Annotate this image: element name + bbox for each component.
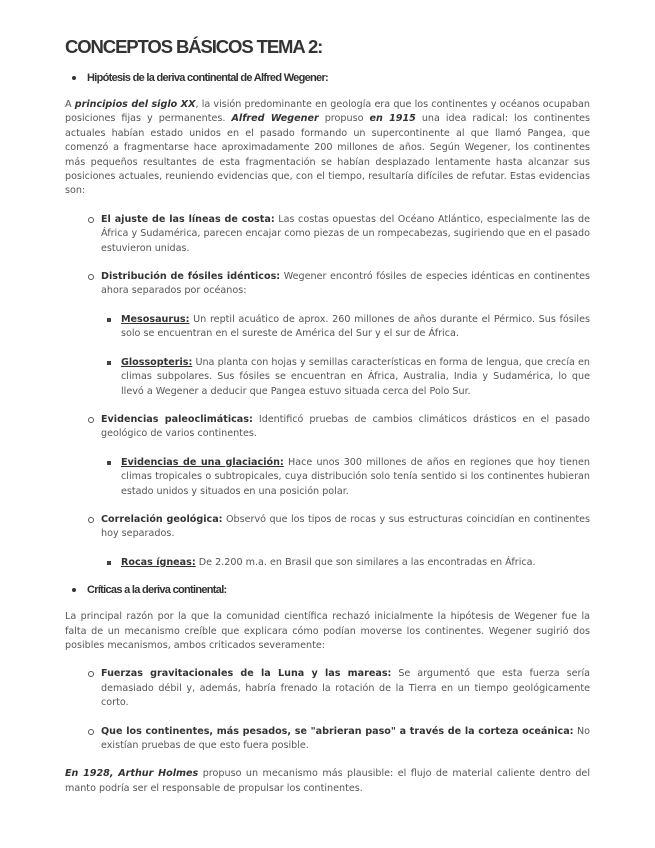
sub-item-label: Glossopteris: <box>121 356 193 368</box>
bullet-icon <box>72 588 76 592</box>
text-run: propuso un mecanismo más plausible: el flujo de material caliente dentro del manto podría ser el responsable de propulsar los continentes. <box>65 768 591 794</box>
emphasis-text: en 1915 <box>369 113 416 125</box>
intro-paragraph <box>65 98 590 199</box>
list-item <box>88 213 590 256</box>
text-run: propuso <box>318 113 370 125</box>
circle-bullet-icon <box>88 274 94 280</box>
item-text: Observó que los tipos de rocas y sus estructuras coincidían en continentes hoy separados. <box>101 513 590 540</box>
section-heading-text: Críticas a la deriva continental: <box>87 584 227 597</box>
square-bullet-icon <box>107 318 111 322</box>
item-label: Fuerzas gravitacionales de la Luna y las mareas: <box>101 668 392 680</box>
item-label: Que los continentes, más pesados, se "abrieran paso" a través de la corteza oceánica: <box>101 725 574 737</box>
item-label: Distribución de fósiles idénticos: <box>101 271 281 283</box>
circle-bullet-icon <box>88 517 94 523</box>
list-item <box>88 270 590 299</box>
square-bullet-icon <box>107 561 111 565</box>
section-heading-criticas <box>72 584 590 596</box>
criticas-paragraph: La principal razón por la que la comunidad científica rechazó inicialmente la hipótesis de Wegener fue la falta de un mecanismo creíble que explicara cómo podían moverse los continentes. Wegener sugirió dos posibles mecanismos, ambos criticados severamente: <box>65 611 590 651</box>
item-text: Identificó pruebas de cambios climáticos drásticos en el pasado geológico de varios continentes. <box>101 413 590 440</box>
text-run: una idea radical: los continentes actuales habían estado unidos en el pasado formando un supercontinente al que llamó Pangea, que comenzó a fragmentarse hace aproximadamente 200 millones de años. Según Wegener, los continentes más pequeños resultantes de esta fragmentación se habían desplazado lentamente hasta alcanzar sus posiciones actuales, reuniendo evidencias que, con el tiempo, resultaría difíciles de refutar. Estas evidencias son: <box>65 113 590 197</box>
bullet-icon <box>72 76 76 80</box>
circle-bullet-icon <box>88 217 94 223</box>
text-run: , la visión predominante en geología era que los continentes y océanos ocupaban posiciones fijas y permanentes. <box>65 99 590 125</box>
sub-item-text: Hace unos 300 millones de años en regiones que hoy tienen climas tropicales o subtropicales, cuya distribución solo tenía sentido si los continentes hubieran estado unidos y situados en una posición polar. <box>121 456 590 497</box>
circle-bullet-icon <box>88 671 94 677</box>
emphasis-text: Alfred Wegener <box>231 113 319 125</box>
sub-item-label: Evidencias de una glaciación: <box>121 456 284 468</box>
item-label: Evidencias paleoclimáticas: <box>101 413 253 425</box>
item-text: Wegener encontró fósiles de especies idénticas en continentes ahora separados por océanos: <box>101 271 590 297</box>
sub-list-item <box>107 313 590 342</box>
item-text: Se argumentó que esta fuerza sería demasiado débil y, además, habría frenado la rotación de la Tierra en un tiempo geológicamente corto. <box>101 668 591 709</box>
item-text: No existían pruebas de que esto fuera posible. <box>101 725 590 751</box>
emphasis-text: principios del siglo XX <box>74 99 196 110</box>
text-run: A <box>65 99 75 110</box>
item-text: Las costas opuestas del Océano Atlántico, especialmente las de África y Sudamérica, parecen encajar como piezas de un rompecabezas, sugiriendo que en el pasado estuvieron unidas. <box>101 213 590 254</box>
list-item <box>88 725 590 754</box>
emphasis-text: En 1928, Arthur Holmes <box>65 768 199 780</box>
sub-list-item <box>107 456 590 499</box>
sub-item-text: De 2.200 m.a. en Brasil que son similares a las encontradas en África. <box>195 556 536 568</box>
sub-list-item <box>107 356 590 399</box>
sub-list-item <box>107 556 590 570</box>
sub-item-label: Mesosaurus: <box>121 313 190 325</box>
square-bullet-icon <box>107 361 111 365</box>
sub-item-text: Una planta con hojas y semillas características en forma de lengua, que crecía en climas subpolares. Sus fósiles se encuentran en África, Australia, India y Sudamérica, lo que llevó a Wegener a deducir que Pangea estuvo situada cerca del Polo Sur. <box>121 356 590 397</box>
section-heading-text: Hipótesis de la deriva continental de Alfred Wegener: <box>87 72 329 84</box>
item-label: El ajuste de las líneas de costa: <box>101 213 275 225</box>
page-title: CONCEPTOS BÁSICOS TEMA 2: <box>65 36 323 57</box>
section-heading-wegener <box>72 72 590 84</box>
list-item <box>88 513 590 542</box>
circle-bullet-icon <box>88 417 94 423</box>
list-item <box>88 667 590 710</box>
sub-item-label: Rocas ígneas: <box>121 556 196 568</box>
sub-item-text: Un reptil acuático de aprox. 260 millones de años durante el Pérmico. Sus fósiles solo se encuentran en el sureste de América del Sur y el sur de África. <box>121 313 590 340</box>
item-label: Correlación geológica: <box>101 513 223 525</box>
square-bullet-icon <box>107 461 111 465</box>
circle-bullet-icon <box>88 729 94 735</box>
list-item <box>88 413 590 442</box>
closing-paragraph <box>65 767 590 796</box>
